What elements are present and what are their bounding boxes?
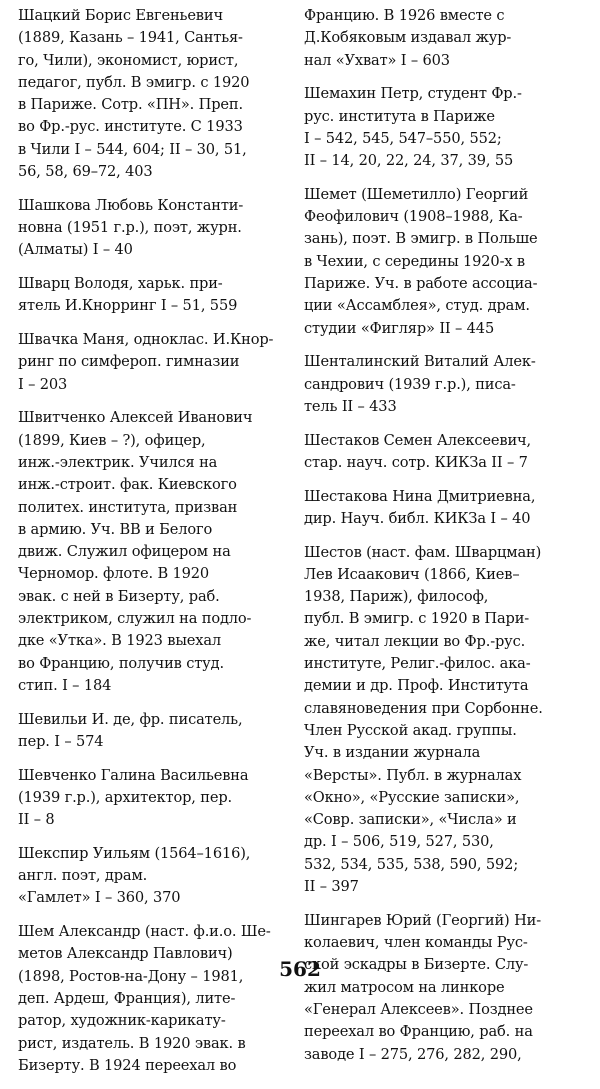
entry-line: Париже. Уч. в работе ассоциа- xyxy=(304,275,538,293)
entry-line: деп. Ардеш, Франция), лите- xyxy=(18,990,236,1007)
entry-line: колаевич, член команды Рус- xyxy=(304,934,528,952)
entry-line: во Францию, получив студ. xyxy=(18,654,224,672)
entry-line: го, Чили), экономист, юрист, xyxy=(18,51,239,69)
index-entry xyxy=(304,910,582,1066)
index-entry xyxy=(304,351,582,418)
entry-line: II – 8 xyxy=(18,811,55,829)
entry-line: стар. науч. сотр. КИКЗа II – 7 xyxy=(304,453,528,471)
entry-line: же, читал лекции во Фр.-рус. xyxy=(304,632,526,650)
entry-line: Уч. в издании журнала xyxy=(304,744,481,762)
entry-line: Шевильи И. де, фр. писатель, xyxy=(18,710,243,728)
entry-line: дке «Утка». В 1923 выехал xyxy=(18,632,222,650)
right-column xyxy=(304,5,582,1077)
entry-line: II – 14, 20, 22, 24, 37, 39, 55 xyxy=(304,152,514,170)
entry-line: (1939 г.р.), архитектор, пер. xyxy=(18,788,233,806)
entry-line: зань), поэт. В эмигр. в Польше xyxy=(304,230,538,248)
entry-line: I – 542, 545, 547–550, 552; xyxy=(304,129,502,147)
entry-line: пер. I – 574 xyxy=(18,732,104,750)
entry-line: инж.-электрик. Учился на xyxy=(18,453,218,471)
index-entry xyxy=(18,407,296,697)
index-entry xyxy=(304,5,582,72)
entry-line: в Париже. Сотр. «ПН». Преп. xyxy=(18,96,243,114)
entry-line: Шенталинский Виталий Алек- xyxy=(304,353,536,371)
entry-line: 1938, Париж), философ, xyxy=(304,588,489,606)
entry-line: метов Александр Павлович) xyxy=(18,945,233,963)
entry-line: переехал во Францию, раб. на xyxy=(304,1023,533,1041)
entry-line: Д.Кобяковым издавал жур- xyxy=(304,29,512,47)
entry-line: стип. I – 184 xyxy=(18,676,112,694)
index-entry xyxy=(304,542,582,899)
index-entry xyxy=(18,329,296,396)
entry-line: др. I – 506, 519, 527, 530, xyxy=(304,833,494,851)
page-number: 562 xyxy=(279,957,321,981)
entry-line: Шекспир Уильям (1564–1616), xyxy=(18,844,251,862)
entry-line: движ. Служил офицером на xyxy=(18,543,231,561)
entry-line: Черномор. флоте. В 1920 xyxy=(18,565,210,583)
index-entry xyxy=(304,486,582,531)
entry-line: «Гамлет» I – 360, 370 xyxy=(18,889,181,907)
index-entry xyxy=(18,709,296,754)
entry-line: (1899, Киев – ?), офицер, xyxy=(18,431,206,449)
entry-line: в армию. Уч. ВВ и Белого xyxy=(18,520,213,538)
index-entry xyxy=(18,765,296,832)
entry-line: в Чили I – 544, 604; II – 30, 51, xyxy=(18,140,247,158)
entry-line: ции «Ассамблея», студ. драм. xyxy=(304,297,530,315)
index-entry xyxy=(304,430,582,475)
entry-line: тель II – 433 xyxy=(304,397,397,415)
entry-line: сандрович (1939 г.р.), писа- xyxy=(304,375,516,393)
entry-line: Шацкий Борис Евгеньевич xyxy=(18,7,223,24)
entry-line: (1898, Ростов-на-Дону – 1981, xyxy=(18,967,244,985)
entry-line: (Алматы) I – 40 xyxy=(18,241,133,259)
entry-line: заводе I – 275, 276, 282, 290, xyxy=(304,1045,522,1063)
entry-line: электриком, служил на подло- xyxy=(18,609,252,627)
entry-line: Швитченко Алексей Иванович xyxy=(18,409,253,427)
entry-line: ской эскадры в Бизерте. Слу- xyxy=(304,956,529,974)
entry-line: рус. института в Париже xyxy=(304,107,495,125)
entry-line: Францию. В 1926 вместе с xyxy=(304,7,505,24)
entry-line: Шварц Володя, харьк. при- xyxy=(18,275,223,293)
entry-line: демии и др. Проф. Института xyxy=(304,677,529,695)
entry-line: Шестаков Семен Алексеевич, xyxy=(304,431,532,449)
entry-line: Шашкова Любовь Константи- xyxy=(18,196,244,214)
entry-line: Шемет (Шеметилло) Георгий xyxy=(304,185,529,203)
entry-line: «Окно», «Русские записки», xyxy=(304,788,520,806)
entry-line: политех. института, призван xyxy=(18,498,238,516)
entry-line: педагог, публ. В эмигр. с 1920 xyxy=(18,73,250,91)
index-entry xyxy=(18,195,296,262)
entry-line: Швачка Маня, одноклас. И.Кнор- xyxy=(18,331,274,349)
entry-line: нал «Ухват» I – 603 xyxy=(304,51,450,69)
entry-line: Лев Исаакович (1866, Киев– xyxy=(304,565,520,583)
index-entry xyxy=(18,921,296,1077)
left-column xyxy=(18,5,296,1089)
entry-line: 56, 58, 69–72, 403 xyxy=(18,163,153,181)
entry-line: Шемахин Петр, студент Фр.- xyxy=(304,85,522,103)
entry-line: «Версты». Публ. в журналах xyxy=(304,766,522,784)
entry-line: «Совр. записки», «Числа» и xyxy=(304,811,517,829)
entry-line: студии «Фигляр» II – 445 xyxy=(304,319,495,337)
entry-line: Шестакова Нина Дмитриевна, xyxy=(304,487,536,505)
entry-line: дир. Науч. библ. КИКЗа I – 40 xyxy=(304,509,531,527)
entry-line: ратор, художник-карикату- xyxy=(18,1012,226,1030)
entry-line: эвак. с ней в Бизерту, раб. xyxy=(18,587,220,605)
entry-line: «Генерал Алексеев». Позднее xyxy=(304,1000,533,1018)
entry-line: новна (1951 г.р.), поэт, журн. xyxy=(18,219,242,237)
entry-line: ятель И.Кнорринг I – 51, 559 xyxy=(18,297,238,315)
entry-line: Бизерту. В 1924 переехал во xyxy=(18,1056,237,1074)
entry-line: англ. поэт, драм. xyxy=(18,867,148,885)
entry-line: публ. В эмигр. с 1920 в Пари- xyxy=(304,610,530,628)
entry-line: Член Русской акад. группы. xyxy=(304,721,517,739)
entry-line: Шевченко Галина Васильевна xyxy=(18,766,249,784)
entry-line: Шем Александр (наст. ф.и.о. Ше- xyxy=(18,923,271,941)
entry-line: славяноведения при Сорбонне. xyxy=(304,699,543,717)
entry-line: во Фр.-рус. институте. С 1933 xyxy=(18,118,243,136)
entry-line: (1889, Казань – 1941, Сантья- xyxy=(18,29,243,47)
entry-line: инж.-строит. фак. Киевского xyxy=(18,476,237,494)
entry-line: II – 397 xyxy=(304,878,359,896)
index-entry xyxy=(18,5,296,183)
entry-line: жил матросом на линкоре xyxy=(304,978,505,996)
entry-line: Феофилович (1908–1988, Ка- xyxy=(304,208,523,226)
entry-line: рист, издатель. В 1920 эвак. в xyxy=(18,1034,246,1052)
index-entry xyxy=(304,83,582,172)
index-entry xyxy=(18,273,296,318)
entry-line: Шингарев Юрий (Георгий) Ни- xyxy=(304,911,542,929)
entry-line: институте, Религ.-филос. ака- xyxy=(304,655,531,673)
entry-line: 532, 534, 535, 538, 590, 592; xyxy=(304,855,519,873)
entry-line: ринг по симфероп. гимназии xyxy=(18,353,240,371)
entry-line: I – 203 xyxy=(18,375,68,393)
entry-line: в Чехии, с середины 1920-х в xyxy=(304,252,525,270)
index-entry xyxy=(18,843,296,910)
entry-line: Шестов (наст. фам. Шварцман) xyxy=(304,543,542,561)
index-entry xyxy=(304,184,582,340)
